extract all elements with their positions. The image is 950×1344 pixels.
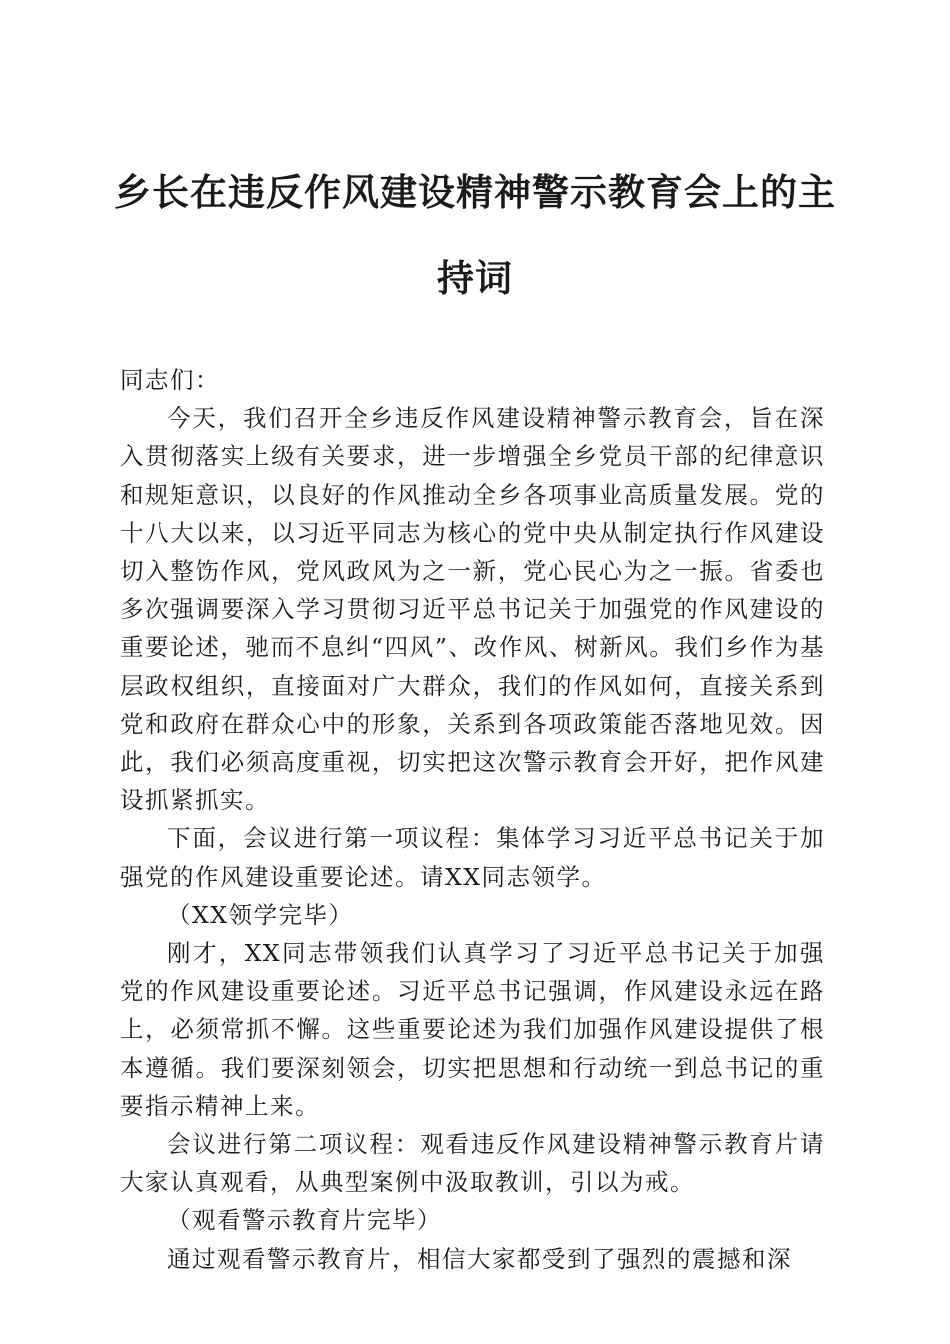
paragraph-video-summary: 通过观看警示教育片，相信大家都受到了强烈的震撼和深 (167, 1244, 792, 1273)
paragraph-note-study-done: （XX领学完毕） (167, 900, 354, 929)
paragraph-agenda-one: 下面，会议进行第一项议程：集体学习习近平总书记关于加强党的作风建设重要论述。请XX同志领学。 (120, 824, 825, 891)
document-title: 乡长在违反作风建设精神警示教育会上的主持词 (114, 171, 836, 300)
paragraph-agenda-two: 会议进行第二项议程：观看违反作风建设精神警示教育片请大家认真观看，从典型案例中汲取教训，引以为戒。 (120, 1130, 825, 1197)
paragraph-note-video-done: （观看警示教育片完毕） (167, 1206, 442, 1235)
paragraph-study-summary: 刚才，XX同志带领我们认真学习了习近平总书记关于加强党的作风建设重要论述。习近平总书记强调，作风建设永远在路上，必须常抓不懈。这些重要论述为我们加强作风建设提供了根本遵循。我们要深刻领会，切实把思想和行动统一到总书记的重要指示精神上来。 (120, 939, 825, 1120)
salutation: 同志们： (120, 366, 220, 394)
document-body (120, 361, 825, 1278)
paragraph-opening: 今天，我们召开全乡违反作风建设精神警示教育会，旨在深入贯彻落实上级有关要求，进一步增强全乡党员干部的纪律意识和规矩意识，以良好的作风推动全乡各项事业高质量发展。党的十八大以来，以习近平同志为核心的党中央从制定执行作风建设切入整饬作风，党风政风为之一新，党心民心为之一振。省委也多次强调要深入学习贯彻习近平总书记关于加强党的作风建设的重要论述，驰而不息纠“四风”、改作风、树新风。我们乡作为基层政权组织，直接面对广大群众，我们的作风如何，直接关系到党和政府在群众心中的形象，关系到各项政策能否落地见效。因此，我们必须高度重视，切实把这次警示教育会开好，把作风建设抓紧抓实。 (120, 404, 825, 815)
